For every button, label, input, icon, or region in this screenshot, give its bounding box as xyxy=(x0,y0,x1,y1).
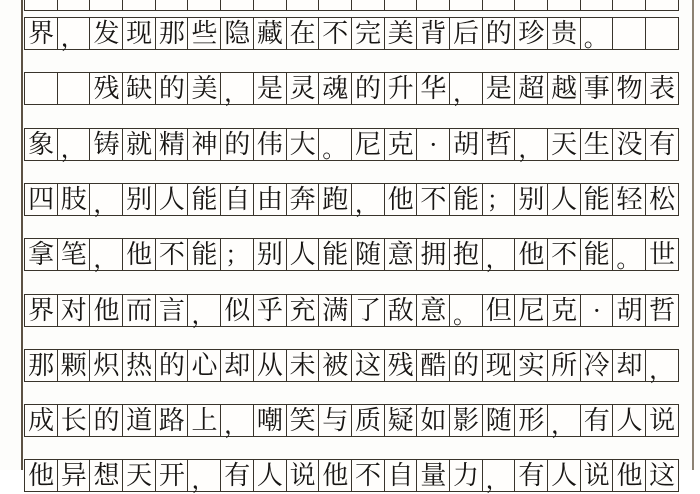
character-cell: 界 xyxy=(24,17,58,50)
character-cell: 的 xyxy=(155,72,189,105)
character-cell: 人 xyxy=(253,459,287,492)
character-cell xyxy=(482,0,516,11)
character-cell: 人 xyxy=(547,183,581,216)
character-cell: ， xyxy=(220,404,254,437)
character-cell: 长 xyxy=(57,404,91,437)
character-cell xyxy=(645,17,679,50)
character-cell: 升 xyxy=(384,72,418,105)
character-cell: 自 xyxy=(384,459,418,492)
character-cell: 肢 xyxy=(57,183,91,216)
grid-row xyxy=(24,238,679,271)
character-cell: 随 xyxy=(482,404,516,437)
character-cell: ， xyxy=(482,238,516,271)
character-cell xyxy=(612,0,646,11)
character-cell: 残 xyxy=(89,72,123,105)
character-cell xyxy=(612,17,646,50)
character-cell: 残 xyxy=(384,349,418,382)
character-cell: 充 xyxy=(286,294,320,327)
character-cell: 松 xyxy=(645,183,679,216)
character-cell xyxy=(416,0,450,11)
character-cell: 道 xyxy=(122,404,156,437)
character-cell: 有 xyxy=(580,404,614,437)
character-cell: 美 xyxy=(187,72,221,105)
character-cell: 哲 xyxy=(482,128,516,161)
character-cell: 。 xyxy=(580,17,614,50)
character-cell: 。 xyxy=(612,238,646,271)
character-cell: 胡 xyxy=(449,128,483,161)
page-edge-line-left xyxy=(21,0,23,470)
character-cell: 却 xyxy=(220,349,254,382)
character-cell: 事 xyxy=(580,72,614,105)
character-cell: 满 xyxy=(318,294,352,327)
character-cell: 华 xyxy=(416,72,450,105)
character-cell: ， xyxy=(547,404,581,437)
character-cell: 能 xyxy=(580,183,614,216)
character-cell: 不 xyxy=(351,459,385,492)
character-cell: 隐 xyxy=(220,17,254,50)
character-cell xyxy=(286,0,320,11)
character-cell: 实 xyxy=(514,349,548,382)
character-cell: 酷 xyxy=(416,349,450,382)
character-cell: 冷 xyxy=(580,349,614,382)
character-cell: 质 xyxy=(351,404,385,437)
character-cell: 人 xyxy=(612,404,646,437)
character-cell: 别 xyxy=(253,238,287,271)
character-cell: 缺 xyxy=(122,72,156,105)
character-cell: 。 xyxy=(318,128,352,161)
character-cell: 没 xyxy=(612,128,646,161)
character-cell: 拿 xyxy=(24,238,58,271)
character-cell xyxy=(89,0,123,11)
character-cell: 量 xyxy=(416,459,450,492)
character-cell: 超 xyxy=(514,72,548,105)
character-cell xyxy=(155,0,189,11)
character-cell: 开 xyxy=(155,459,189,492)
character-cell xyxy=(187,0,221,11)
character-cell: · xyxy=(416,128,450,161)
character-cell: 贵 xyxy=(547,17,581,50)
character-cell xyxy=(547,0,581,11)
character-cell: 的 xyxy=(449,349,483,382)
character-cell: 世 xyxy=(645,238,679,271)
character-cell: 如 xyxy=(416,404,450,437)
character-cell: 是 xyxy=(482,72,516,105)
character-cell: 与 xyxy=(318,404,352,437)
character-cell: 不 xyxy=(416,183,450,216)
character-cell: 哲 xyxy=(645,294,679,327)
character-cell: 上 xyxy=(187,404,221,437)
character-cell: 的 xyxy=(89,404,123,437)
character-cell: 自 xyxy=(220,183,254,216)
character-cell: 灵 xyxy=(286,72,320,105)
grid-row xyxy=(24,72,679,105)
character-cell: 不 xyxy=(318,17,352,50)
character-cell: 颗 xyxy=(57,349,91,382)
character-cell: ， xyxy=(57,128,91,161)
character-cell xyxy=(24,72,58,105)
character-cell: 表 xyxy=(645,72,679,105)
character-cell: 所 xyxy=(547,349,581,382)
character-cell: 这 xyxy=(645,459,679,492)
grid-row xyxy=(24,349,679,382)
character-cell: 别 xyxy=(122,183,156,216)
grid-row xyxy=(24,128,679,161)
character-cell: 珍 xyxy=(514,17,548,50)
character-cell: 铸 xyxy=(89,128,123,161)
character-cell: ， xyxy=(187,294,221,327)
character-cell: 抱 xyxy=(449,238,483,271)
character-cell: 天 xyxy=(547,128,581,161)
character-cell: 他 xyxy=(612,459,646,492)
character-cell: ， xyxy=(449,72,483,105)
character-cell: 似 xyxy=(220,294,254,327)
character-cell: 物 xyxy=(612,72,646,105)
character-cell: 藏 xyxy=(253,17,287,50)
character-cell xyxy=(57,0,91,11)
character-cell: 不 xyxy=(547,238,581,271)
character-cell: 能 xyxy=(187,238,221,271)
character-cell: 克 xyxy=(547,294,581,327)
character-cell: 界 xyxy=(24,294,58,327)
character-cell: 心 xyxy=(187,349,221,382)
character-cell: 四 xyxy=(24,183,58,216)
character-cell: 敌 xyxy=(384,294,418,327)
character-cell: 神 xyxy=(187,128,221,161)
character-cell: 些 xyxy=(187,17,221,50)
character-cell: 跑 xyxy=(318,183,352,216)
character-cell: 炽 xyxy=(89,349,123,382)
character-cell: 后 xyxy=(449,17,483,50)
character-cell: 他 xyxy=(24,459,58,492)
character-cell: 他 xyxy=(122,238,156,271)
character-cell: 影 xyxy=(449,404,483,437)
character-cell: 那 xyxy=(24,349,58,382)
character-cell: 笑 xyxy=(286,404,320,437)
character-cell: 他 xyxy=(384,183,418,216)
character-cell: 克 xyxy=(384,128,418,161)
character-cell: 胡 xyxy=(612,294,646,327)
character-cell xyxy=(514,0,548,11)
character-cell: ， xyxy=(220,72,254,105)
character-cell xyxy=(318,0,352,11)
character-cell: 但 xyxy=(482,294,516,327)
character-cell: 。 xyxy=(449,294,483,327)
character-cell: ， xyxy=(89,183,123,216)
character-cell: 人 xyxy=(547,459,581,492)
character-cell xyxy=(24,0,58,11)
grid-row xyxy=(24,17,679,50)
character-cell: 现 xyxy=(122,17,156,50)
character-cell: 能 xyxy=(580,238,614,271)
character-cell: 能 xyxy=(449,183,483,216)
character-cell: 拥 xyxy=(416,238,450,271)
character-cell: 说 xyxy=(580,459,614,492)
character-cell: 现 xyxy=(482,349,516,382)
character-cell: ； xyxy=(220,238,254,271)
character-cell: 的 xyxy=(351,72,385,105)
character-cell: 言 xyxy=(155,294,189,327)
character-cell: 从 xyxy=(253,349,287,382)
character-cell: ， xyxy=(514,128,548,161)
character-cell: 他 xyxy=(89,294,123,327)
character-cell: 背 xyxy=(416,17,450,50)
character-cell: 是 xyxy=(253,72,287,105)
character-cell: 说 xyxy=(645,404,679,437)
character-cell: 发 xyxy=(89,17,123,50)
character-cell: 被 xyxy=(318,349,352,382)
grid-row xyxy=(24,404,679,437)
character-cell xyxy=(384,0,418,11)
character-cell: ， xyxy=(351,183,385,216)
character-cell: 的 xyxy=(482,17,516,50)
character-cell: 想 xyxy=(89,459,123,492)
character-cell: 人 xyxy=(286,238,320,271)
character-cell xyxy=(645,0,679,11)
character-cell: 人 xyxy=(155,183,189,216)
character-cell: 乎 xyxy=(253,294,287,327)
grid-row xyxy=(24,459,679,492)
character-cell: 他 xyxy=(318,459,352,492)
character-cell: ； xyxy=(482,183,516,216)
character-cell: 不 xyxy=(155,238,189,271)
character-cell: 的 xyxy=(220,128,254,161)
character-cell xyxy=(122,0,156,11)
character-cell: ， xyxy=(57,17,91,50)
character-cell: 却 xyxy=(612,349,646,382)
character-cell: 有 xyxy=(220,459,254,492)
character-cell: 能 xyxy=(318,238,352,271)
character-cell: 由 xyxy=(253,183,287,216)
character-cell: 意 xyxy=(416,294,450,327)
character-cell: 那 xyxy=(155,17,189,50)
character-cell: ， xyxy=(89,238,123,271)
character-cell: 能 xyxy=(187,183,221,216)
character-cell: 热 xyxy=(122,349,156,382)
page-edge-line-right xyxy=(692,0,694,470)
character-cell: 力 xyxy=(449,459,483,492)
character-cell xyxy=(449,0,483,11)
character-cell xyxy=(253,0,287,11)
character-cell: 了 xyxy=(351,294,385,327)
character-cell: 形 xyxy=(514,404,548,437)
character-cell: 的 xyxy=(155,349,189,382)
character-cell: 意 xyxy=(384,238,418,271)
character-cell: 轻 xyxy=(612,183,646,216)
character-cell: 象 xyxy=(24,128,58,161)
character-cell: ， xyxy=(645,349,679,382)
character-cell xyxy=(220,0,254,11)
character-cell: 就 xyxy=(122,128,156,161)
character-cell: 对 xyxy=(57,294,91,327)
character-cell: 尼 xyxy=(351,128,385,161)
character-cell: ， xyxy=(187,459,221,492)
character-cell: 这 xyxy=(351,349,385,382)
character-cell xyxy=(580,0,614,11)
character-cell: 有 xyxy=(514,459,548,492)
character-cell: 随 xyxy=(351,238,385,271)
character-cell: 说 xyxy=(286,459,320,492)
character-cell: 魂 xyxy=(318,72,352,105)
character-cell: 而 xyxy=(122,294,156,327)
character-cell: 越 xyxy=(547,72,581,105)
grid-row-partial-top xyxy=(24,0,679,11)
character-cell: 尼 xyxy=(514,294,548,327)
character-cell: 他 xyxy=(514,238,548,271)
character-cell: 有 xyxy=(645,128,679,161)
character-cell: 奔 xyxy=(286,183,320,216)
character-cell: 异 xyxy=(57,459,91,492)
character-cell: 精 xyxy=(155,128,189,161)
character-cell: ， xyxy=(482,459,516,492)
character-cell: 生 xyxy=(580,128,614,161)
character-cell: 疑 xyxy=(384,404,418,437)
character-cell: 完 xyxy=(351,17,385,50)
character-cell: 别 xyxy=(514,183,548,216)
character-cell: · xyxy=(580,294,614,327)
character-cell: 美 xyxy=(384,17,418,50)
character-cell: 未 xyxy=(286,349,320,382)
grid-row xyxy=(24,183,679,216)
character-cell: 在 xyxy=(286,17,320,50)
character-cell: 伟 xyxy=(253,128,287,161)
character-cell: 路 xyxy=(155,404,189,437)
grid-row xyxy=(24,294,679,327)
character-cell: 嘲 xyxy=(253,404,287,437)
character-cell: 笔 xyxy=(57,238,91,271)
character-cell: 天 xyxy=(122,459,156,492)
character-cell xyxy=(57,72,91,105)
character-cell xyxy=(351,0,385,11)
character-cell: 大 xyxy=(286,128,320,161)
character-cell: 成 xyxy=(24,404,58,437)
